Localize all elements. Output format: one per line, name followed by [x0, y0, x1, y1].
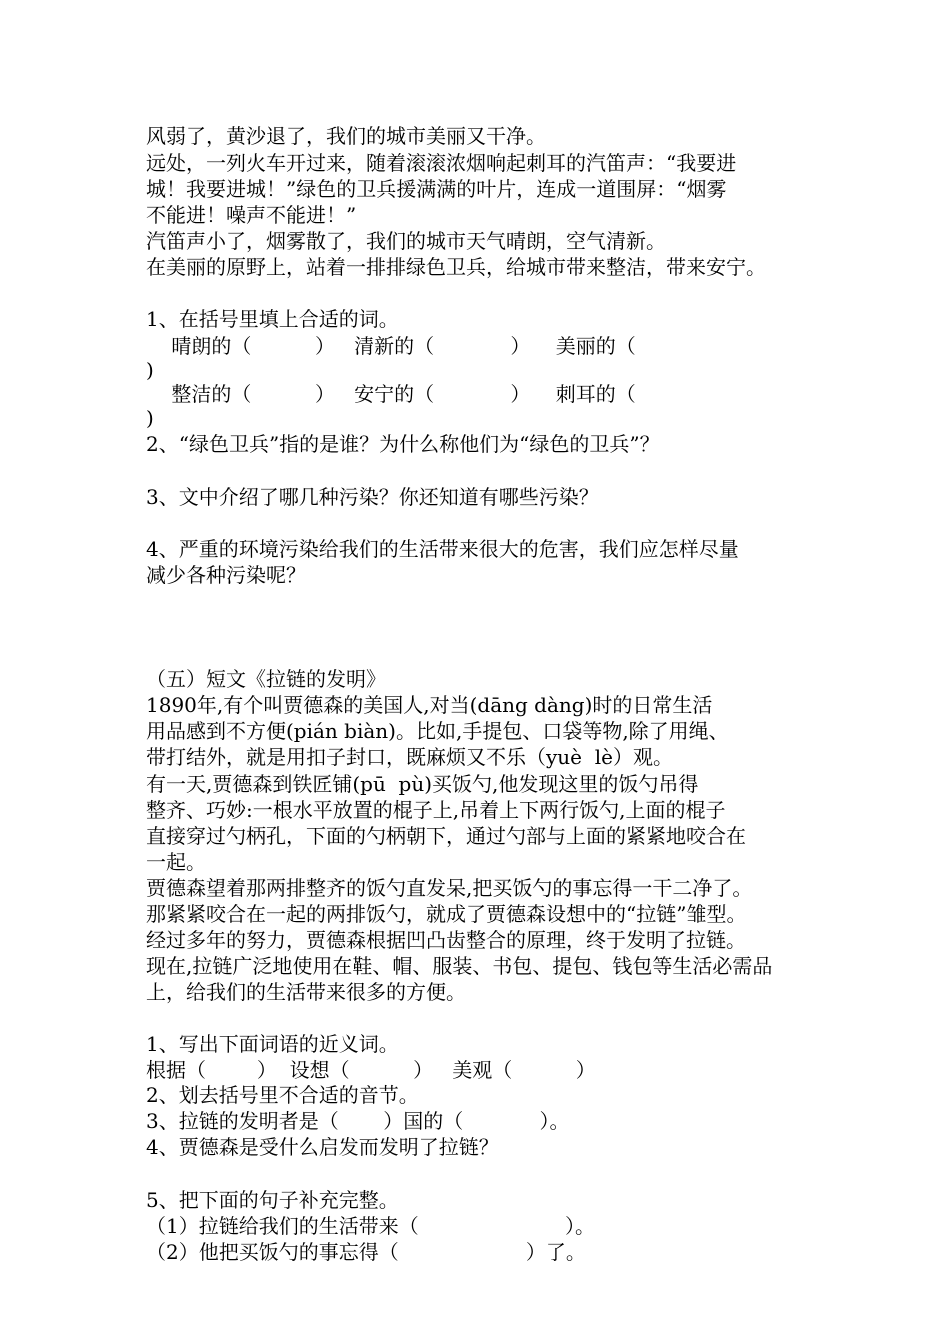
passage-line: 经过多年的努力，贾德森根据凹凸齿整合的原理，终于发明了拉链。: [146, 928, 746, 952]
passage-line: 不能进！噪声不能进！”: [146, 203, 357, 227]
passage-line: 整齐、巧妙:一根水平放置的棍子上,吊着上下两行饭勺,上面的棍子: [146, 798, 726, 822]
question-1: 1、在括号里填上合适的词。: [146, 307, 399, 331]
passage-line: 那紧紧咬合在一起的两排饭勺，就成了贾德森设想中的“拉链”雏型。: [146, 902, 747, 926]
fill-blank-row-end: ): [146, 358, 154, 382]
passage-line: 上，给我们的生活带来很多的方便。: [146, 980, 466, 1004]
question-2: 2、“绿色卫兵”指的是谁？为什么称他们为“绿色的卫兵”？: [146, 432, 660, 456]
passage-line: 用品感到不方便(pián biàn)。比如,手提包、口袋等物,除了用绳、: [146, 719, 729, 743]
passage-line: 一起。: [146, 850, 206, 874]
synonym-row: 根据（ ） 设想（ ） 美观（ ）: [146, 1058, 596, 1082]
passage-line: 城！我要进城！”绿色的卫兵援满满的叶片，连成一道围屏：“烟雾: [146, 177, 727, 201]
passage-line: 有一天,贾德森到铁匠铺(pū pù)买饭勺,他发现这里的饭勺吊得: [146, 772, 699, 796]
fill-blank-row: 晴朗的（ ） 清新的（ ） 美丽的（: [146, 334, 636, 358]
passage-line: 现在,拉链广泛地使用在鞋、帽、服装、书包、提包、钱包等生活必需品: [146, 954, 773, 978]
question-5: 5、把下面的句子补充完整。: [146, 1188, 399, 1212]
question-4: 4、严重的环境污染给我们的生活带来很大的危害，我们应怎样尽量: [146, 537, 739, 561]
passage-line: 贾德森望着那两排整齐的饭勺直发呆,把买饭勺的事忘得一干二净了。: [146, 876, 753, 900]
passage-line: 在美丽的原野上，站着一排排绿色卫兵，给城市带来整洁，带来安宁。: [146, 255, 766, 279]
passage-line: 带打结外，就是用扣子封口，既麻烦又不乐（yuè lè）观。: [146, 745, 673, 769]
section-title: （五）短文《拉链的发明》: [146, 667, 386, 691]
question-3: 3、拉链的发明者是（ ）国的（ ）。: [146, 1109, 570, 1133]
passage-line: 1890年,有个叫贾德森的美国人,对当(dāng dàng)时的日常生活: [146, 693, 713, 717]
fill-blank-row-end: ): [146, 406, 154, 430]
question-1: 1、写出下面词语的近义词。: [146, 1032, 399, 1056]
question-2: 2、划去括号里不合适的音节。: [146, 1083, 419, 1107]
fill-blank-row: 整洁的（ ） 安宁的（ ） 刺耳的（: [146, 382, 636, 406]
question-4: 4、贾德森是受什么启发而发明了拉链？: [146, 1135, 499, 1159]
question-5-2: （2）他把买饭勺的事忘得（ ）了。: [146, 1240, 586, 1264]
question-5-1: （1）拉链给我们的生活带来（ ）。: [146, 1214, 595, 1238]
question-4-cont: 减少各种污染呢？: [146, 563, 306, 587]
question-3: 3、文中介绍了哪几种污染？你还知道有哪些污染？: [146, 485, 599, 509]
passage-line: 远处，一列火车开过来，随着滚滚浓烟响起刺耳的汽笛声：“我要进: [146, 151, 737, 175]
passage-line: 直接穿过勺柄孔，下面的勺柄朝下，通过勺部与上面的紧紧地咬合在: [146, 824, 746, 848]
passage-line: 汽笛声小了，烟雾散了，我们的城市天气晴朗，空气清新。: [146, 229, 666, 253]
passage-line: 风弱了，黄沙退了，我们的城市美丽又干净。: [146, 124, 546, 148]
